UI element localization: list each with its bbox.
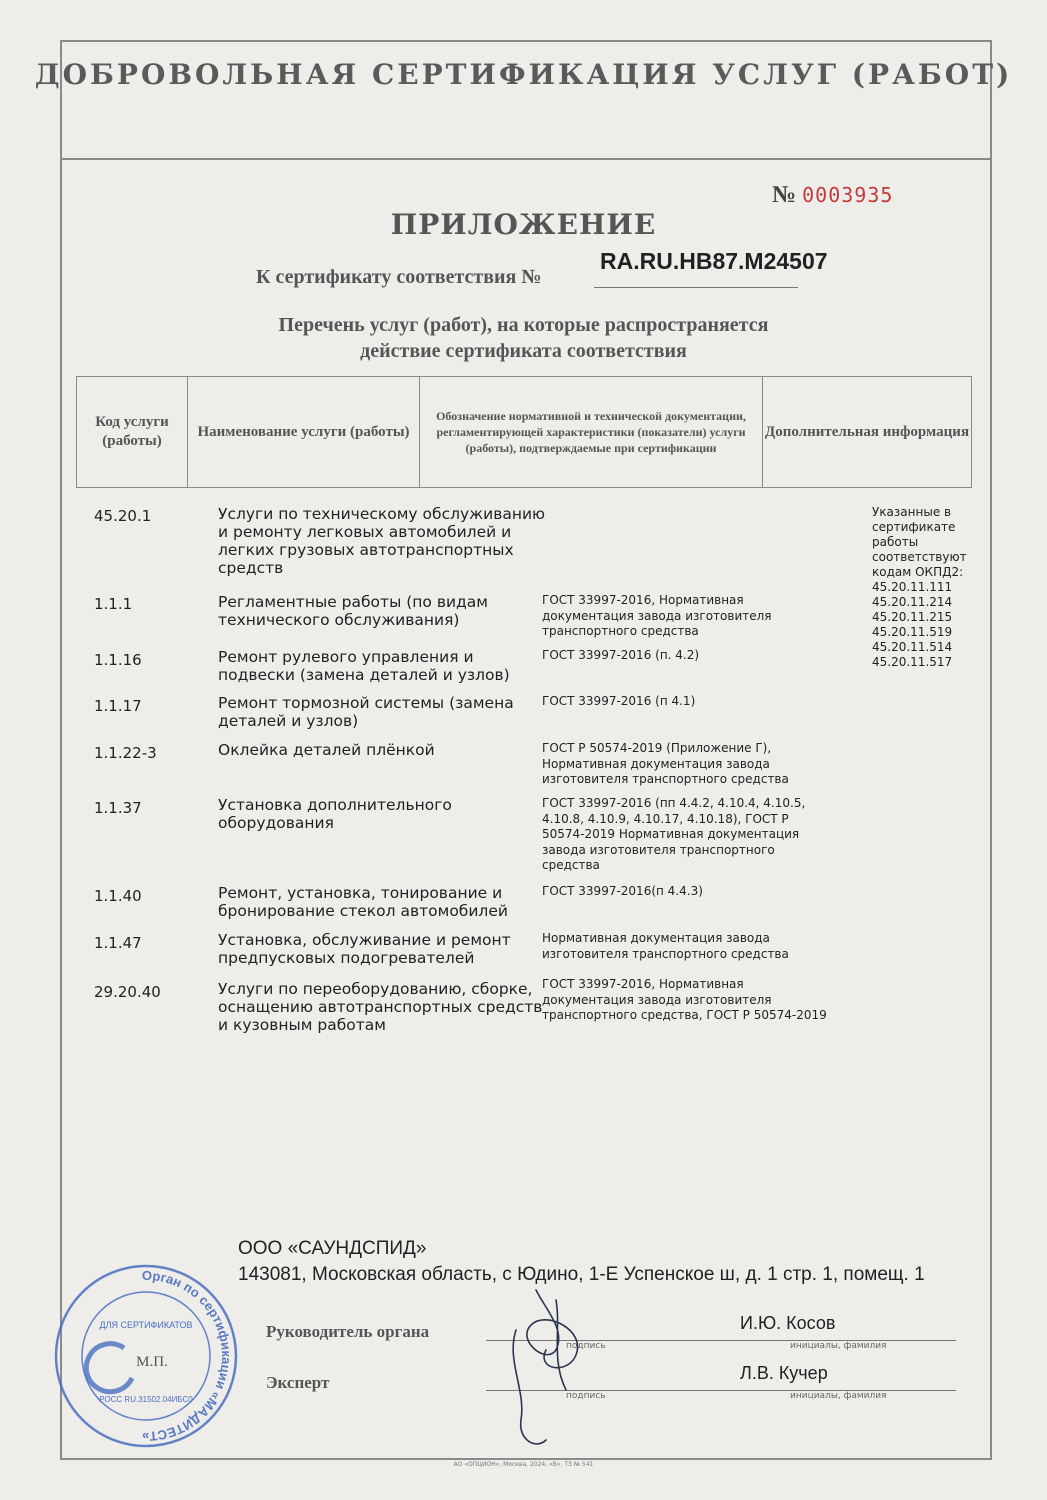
row-name: Установка дополнительного оборудования: [218, 796, 452, 832]
stamp-outer-text: Орган по сертификации «МАДИТЕСТ»: [141, 1267, 235, 1445]
row-code: 29.20.40: [94, 983, 161, 1001]
form-number-value: 0003935: [802, 183, 894, 207]
subtitle-line-1: Перечень услуг (работ), на которые распространяется: [278, 314, 769, 336]
head-name: И.Ю. Косов: [740, 1313, 836, 1333]
certificate-code: RA.RU.HB87.M24507: [600, 248, 828, 274]
expert-name: Л.В. Кучер: [740, 1363, 828, 1383]
row-doc: ГОСТ 33997-2016 (пп 4.4.2, 4.10.4, 4.10.5, 4.10.8, 4.10.9, 4.10.17, 4.10.18), ГОСТ Р 50574-2019 Нормативная документация завода изготовителя транспортного средства: [542, 796, 806, 872]
header-code: Код услуги (работы): [77, 377, 188, 487]
stamp-center: М.П.: [136, 1354, 168, 1370]
expert-initials-hint: инициалы, фамилия: [790, 1391, 887, 1401]
subtitle: [0, 312, 1047, 364]
stamp-inner-bottom: РОСС RU.31502.04ИБС0: [99, 1395, 193, 1404]
head-initials-hint: инициалы, фамилия: [790, 1341, 887, 1351]
row-name: Оклейка деталей плёнкой: [218, 741, 435, 759]
row-doc: ГОСТ 33997-2016 (п 4.1): [542, 694, 696, 708]
row-name: Регламентные работы (по видам технического обслуживания): [218, 593, 488, 629]
row-code: 1.1.40: [94, 887, 142, 905]
header-docs: Обозначение нормативной и технической документации, регламентирующей характеристики (показатели) услуги (работы), подтверждаемые при сертификации: [420, 377, 763, 487]
row-doc: ГОСТ 33997-2016(п 4.4.3): [542, 884, 703, 898]
header-extra: Дополнительная информация: [764, 423, 970, 440]
header-title: ДОБРОВОЛЬНАЯ СЕРТИФИКАЦИЯ УСЛУГ (РАБОТ): [34, 58, 1013, 91]
row-code: 1.1.37: [94, 799, 142, 817]
head-label: Руководитель органа: [266, 1322, 430, 1341]
row-doc: ГОСТ Р 50574-2019 (Приложение Г), Нормативная документация завода изготовителя транспортного средства: [542, 741, 789, 786]
expert-sign-hint: подпись: [566, 1391, 606, 1401]
row-name: Ремонт тормозной системы (замена деталей и узлов): [218, 694, 514, 730]
row-name: Установка, обслуживание и ремонт предпусковых подогревателей: [218, 931, 511, 967]
organization-address: 143081, Московская область, с Юдино, 1-Е Успенское ш, д. 1 стр. 1, помещ. 1: [238, 1264, 925, 1285]
row-name: Ремонт рулевого управления и подвески (замена деталей и узлов): [218, 648, 510, 684]
row-doc: ГОСТ 33997-2016, Нормативная документация завода изготовителя транспортного средства: [542, 593, 772, 638]
head-sign-hint: подпись: [566, 1341, 606, 1351]
row-code: 1.1.1: [94, 595, 133, 613]
organization-name: ООО «САУНДСПИД»: [238, 1238, 427, 1259]
row-code: 45.20.1: [94, 507, 152, 525]
row-code: 1.1.22-3: [94, 744, 157, 762]
row-name: Ремонт, установка, тонирование и бронирование стекол автомобилей: [218, 884, 508, 920]
appendix-title: ПРИЛОЖЕНИЕ: [390, 208, 657, 241]
extra-info: Указанные в сертификате работы соответствуют кодам ОКПД2: 45.20.11.111 45.20.11.214 45.20.11.215 45.20.11.519 45.20.11.514 45.20.11.517: [872, 505, 967, 669]
number-sign: №: [772, 182, 797, 208]
certificate-code-underline: [594, 287, 798, 288]
table-header: [76, 376, 972, 488]
row-code: 1.1.17: [94, 697, 142, 715]
certification-stamp-icon: [52, 1262, 240, 1450]
to-certificate-label: К сертификату соответствия №: [256, 266, 542, 288]
subtitle-line-2: действие сертификата соответствия: [360, 340, 687, 362]
form-number: [772, 182, 893, 209]
row-code: 1.1.47: [94, 934, 142, 952]
header-name: Наименование услуги (работы): [188, 377, 420, 487]
printer-footer: АО «ОПЦИОН», Москва, 2024, «В». ТЗ № 541: [453, 1461, 594, 1468]
stamp-inner-top: ДЛЯ СЕРТИФИКАТОВ: [99, 1320, 193, 1330]
expert-label: Эксперт: [266, 1373, 330, 1392]
row-doc: Нормативная документация завода изготовителя транспортного средства: [542, 931, 789, 961]
row-doc: ГОСТ 33997-2016, Нормативная документация завода изготовителя транспортного средства, ГОСТ Р 50574-2019: [542, 977, 827, 1022]
row-name: Услуги по техническому обслуживанию и ремонту легковых автомобилей и легких грузовых автотранспортных средств: [218, 505, 546, 577]
row-doc: ГОСТ 33997-2016 (п. 4.2): [542, 648, 700, 662]
row-code: 1.1.16: [94, 651, 142, 669]
signature-icon: [476, 1270, 616, 1460]
row-name: Услуги по переоборудованию, сборке, оснащению автотранспортных средств и кузовным работам: [218, 980, 543, 1034]
